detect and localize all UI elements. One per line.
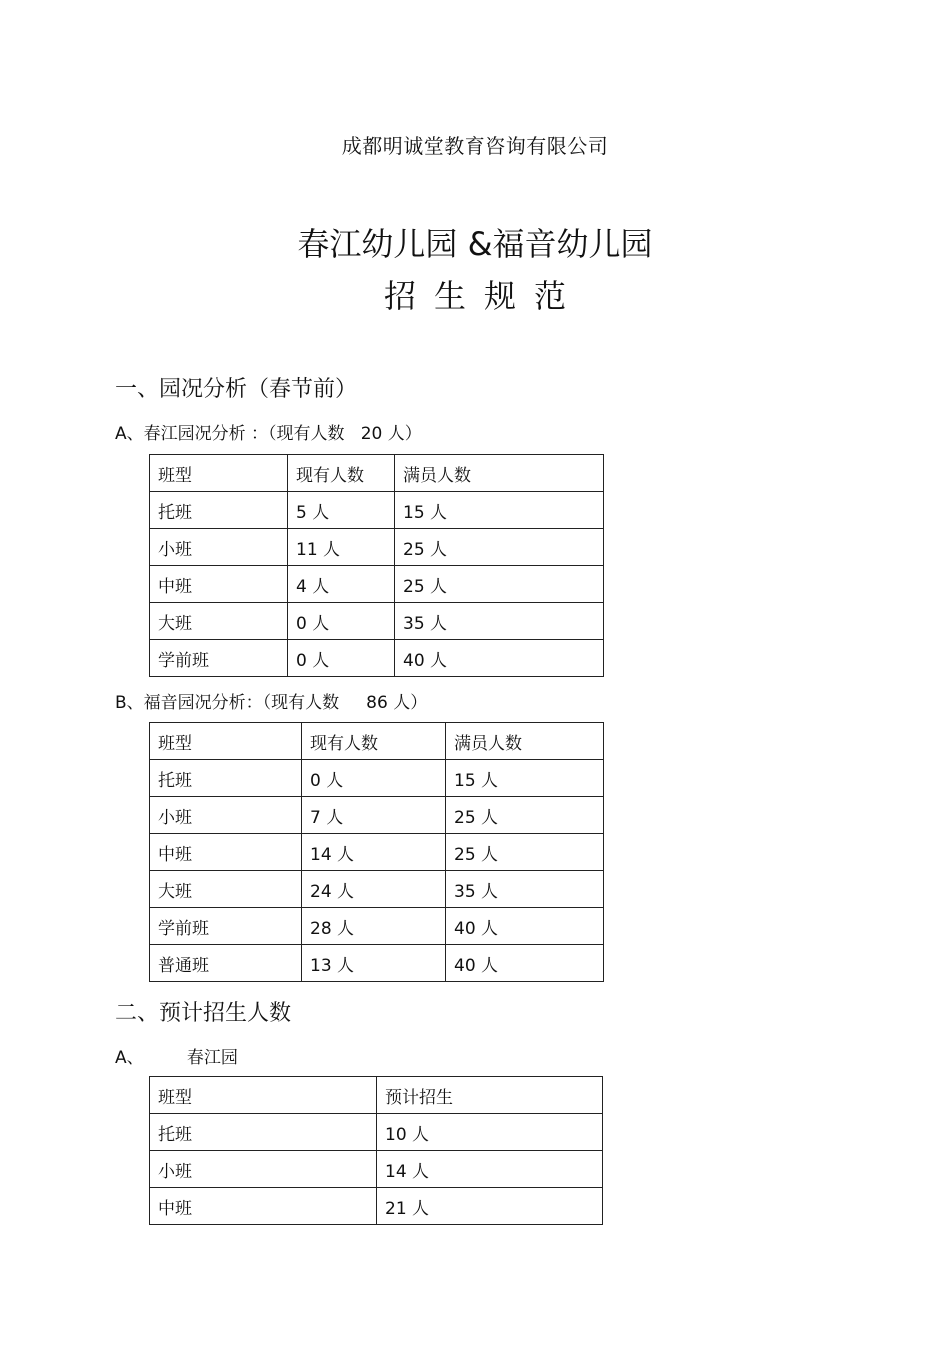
table-cell: 14 人 bbox=[302, 834, 446, 871]
table-row bbox=[150, 603, 604, 640]
table-cell: 小班 bbox=[150, 529, 288, 566]
table-row bbox=[150, 529, 604, 566]
header-cell: 班型 bbox=[150, 1077, 377, 1114]
table-cell: 5 人 bbox=[288, 492, 395, 529]
table-cell: 25 人 bbox=[395, 529, 604, 566]
document-subtitle: 招生规范 bbox=[383, 277, 584, 315]
table-row bbox=[150, 908, 604, 945]
table-cell: 中班 bbox=[150, 1188, 377, 1225]
table-row bbox=[150, 1114, 603, 1151]
table-cell: 40 人 bbox=[395, 640, 604, 677]
table-cell: 10 人 bbox=[377, 1114, 603, 1151]
header-cell: 班型 bbox=[150, 455, 288, 492]
company-name: 成都明诚堂教育咨询有限公司 bbox=[341, 134, 609, 158]
chunjiang-status-table bbox=[149, 454, 604, 677]
table-cell: 0 人 bbox=[288, 640, 395, 677]
table-cell: 13 人 bbox=[302, 945, 446, 982]
table-row bbox=[150, 945, 604, 982]
table-cell: 中班 bbox=[150, 834, 302, 871]
table-cell: 14 人 bbox=[377, 1151, 603, 1188]
table-row bbox=[150, 566, 604, 603]
table-cell: 25 人 bbox=[446, 797, 604, 834]
table-cell: 0 人 bbox=[302, 760, 446, 797]
chunjiang-analysis-label: A、春江园况分析 ：（现有人数 20 人） bbox=[115, 424, 422, 444]
table-cell: 25 人 bbox=[446, 834, 604, 871]
fuyin-analysis-label: B、福音园况分析：（现有人数 86 人） bbox=[115, 693, 428, 713]
table-cell: 7 人 bbox=[302, 797, 446, 834]
table-header-row bbox=[150, 455, 604, 492]
table-cell: 11 人 bbox=[288, 529, 395, 566]
table-cell: 托班 bbox=[150, 1114, 377, 1151]
chunjiang-forecast-label: A、 春江园 bbox=[115, 1048, 238, 1068]
table-cell: 0 人 bbox=[288, 603, 395, 640]
table-row bbox=[150, 640, 604, 677]
table-row bbox=[150, 797, 604, 834]
table-cell: 25 人 bbox=[395, 566, 604, 603]
table-row bbox=[150, 1188, 603, 1225]
section-2-heading: 二、预计招生人数 bbox=[115, 1001, 292, 1026]
table-row bbox=[150, 492, 604, 529]
table-cell: 35 人 bbox=[395, 603, 604, 640]
table-cell: 15 人 bbox=[446, 760, 604, 797]
table-cell: 35 人 bbox=[446, 871, 604, 908]
table-cell: 大班 bbox=[150, 603, 288, 640]
chunjiang-enrollment-forecast-table bbox=[149, 1076, 603, 1225]
table-cell: 小班 bbox=[150, 797, 302, 834]
table-header-row bbox=[150, 1077, 603, 1114]
table-cell: 普通班 bbox=[150, 945, 302, 982]
table-row bbox=[150, 871, 604, 908]
fuyin-status-table bbox=[149, 722, 604, 982]
table-cell: 学前班 bbox=[150, 908, 302, 945]
section-1-heading: 一、园况分析（春节前） bbox=[115, 377, 358, 402]
document-title: 春江幼儿园 &福音幼儿园 bbox=[297, 225, 653, 263]
table-cell: 4 人 bbox=[288, 566, 395, 603]
header-cell: 满员人数 bbox=[395, 455, 604, 492]
table-row bbox=[150, 1151, 603, 1188]
table-cell: 40 人 bbox=[446, 945, 604, 982]
table-row bbox=[150, 834, 604, 871]
table-cell: 15 人 bbox=[395, 492, 604, 529]
header-cell: 现有人数 bbox=[302, 723, 446, 760]
table-cell: 28 人 bbox=[302, 908, 446, 945]
table-cell: 小班 bbox=[150, 1151, 377, 1188]
table-header-row bbox=[150, 723, 604, 760]
table-cell: 21 人 bbox=[377, 1188, 603, 1225]
table-cell: 24 人 bbox=[302, 871, 446, 908]
table-row bbox=[150, 760, 604, 797]
table-cell: 中班 bbox=[150, 566, 288, 603]
table-cell: 大班 bbox=[150, 871, 302, 908]
header-cell: 现有人数 bbox=[288, 455, 395, 492]
table-cell: 托班 bbox=[150, 492, 288, 529]
header-cell: 预计招生 bbox=[377, 1077, 603, 1114]
header-cell: 班型 bbox=[150, 723, 302, 760]
table-cell: 40 人 bbox=[446, 908, 604, 945]
table-cell: 托班 bbox=[150, 760, 302, 797]
table-cell: 学前班 bbox=[150, 640, 288, 677]
header-cell: 满员人数 bbox=[446, 723, 604, 760]
